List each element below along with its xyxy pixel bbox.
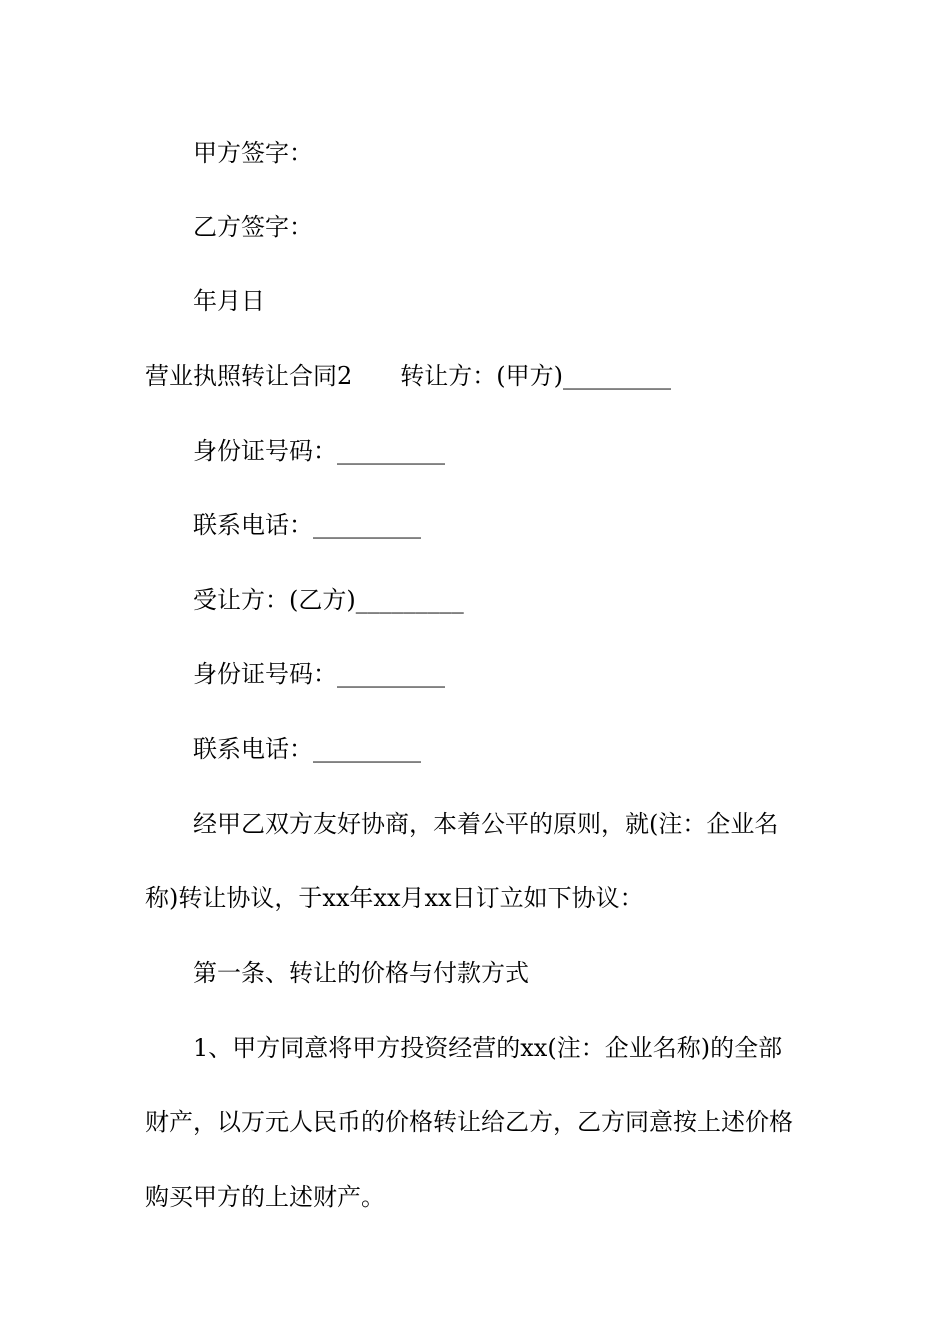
transferee-line: 受让方：(乙方)_________: [193, 586, 464, 614]
party-a-signature-line: 甲方签字：: [193, 139, 313, 167]
transferor-id-line: 身份证号码：_________: [193, 437, 445, 465]
party-b-signature-line: 乙方签字：: [193, 213, 313, 241]
date-line: 年月日: [193, 287, 265, 315]
article-one-heading: 第一条、转让的价格与付款方式: [193, 959, 529, 987]
contract-title: 营业执照转让合同2: [145, 362, 353, 390]
transferee-id-line: 身份证号码：_________: [193, 660, 445, 688]
article-one-clause-line-2: 财产，以万元人民币的价格转让给乙方，乙方同意按上述价格: [145, 1108, 793, 1136]
agreement-paragraph-line-1: 经甲乙双方友好协商，本着公平的原则，就(注：企业名: [193, 810, 779, 838]
article-one-clause-line-3: 购买甲方的上述财产。: [145, 1183, 385, 1211]
article-one-clause-line-1: 1、甲方同意将甲方投资经营的xx(注：企业名称)的全部: [193, 1034, 783, 1062]
transferee-phone-line: 联系电话：_________: [193, 735, 421, 763]
transferor-phone-line: 联系电话：_________: [193, 511, 421, 539]
agreement-paragraph-line-2: 称)转让协议，于xx年xx月xx日订立如下协议：: [145, 884, 644, 912]
transferor-field: 转让方：(甲方)_________: [400, 362, 672, 390]
contract-title-line: [145, 360, 815, 392]
